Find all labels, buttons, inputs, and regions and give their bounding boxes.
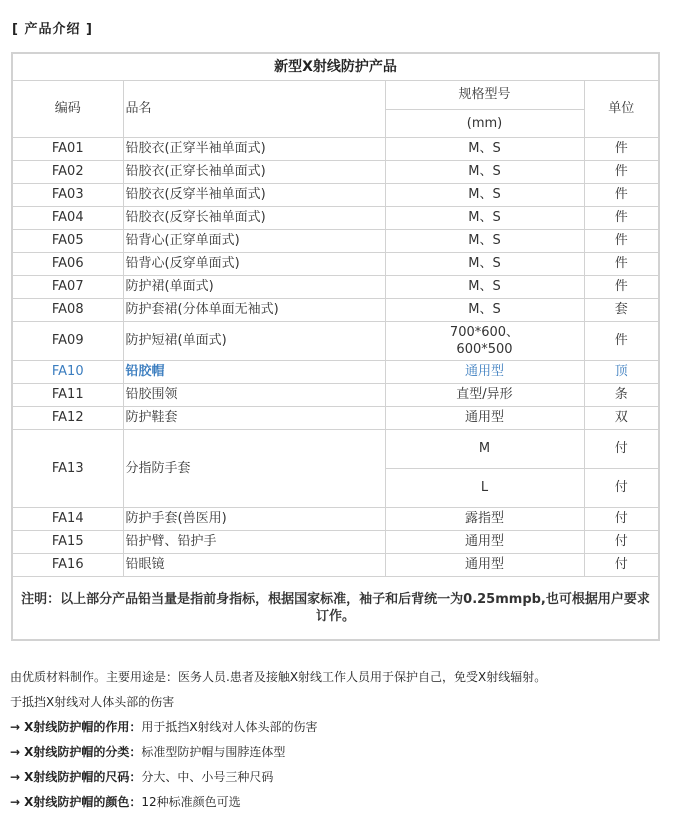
row-spec: 露指型 <box>385 508 584 531</box>
section-title: [ 产品介绍 ] <box>12 22 93 37</box>
row-unit: 顶 <box>584 361 659 384</box>
row-code: FA16 <box>12 554 123 577</box>
table-row <box>12 407 659 430</box>
bullet-label: X射线防护帽的尺码： <box>24 770 142 784</box>
header-spec: 规格型号 <box>385 81 584 110</box>
row-unit: 件 <box>584 161 659 184</box>
row-spec: 通用型 <box>385 554 584 577</box>
row-name: 铅眼镜 <box>123 554 385 577</box>
table-row <box>12 138 659 161</box>
row-code: FA01 <box>12 138 123 161</box>
bullet-label: X射线防护帽的颜色： <box>24 795 142 809</box>
row-spec: M、S <box>385 299 584 322</box>
row-unit: 付 <box>584 508 659 531</box>
row-name: 铅护臂、铅护手 <box>123 531 385 554</box>
row-spec: M、S <box>385 207 584 230</box>
table-row <box>12 299 659 322</box>
row-code: FA10 <box>12 361 123 384</box>
header-unit: 单位 <box>584 81 659 138</box>
row-code: FA14 <box>12 508 123 531</box>
bullet-item <box>10 793 241 810</box>
table-title: 新型X射线防护产品 <box>12 53 659 81</box>
row-unit: 付 <box>584 430 659 469</box>
row-unit: 付 <box>584 554 659 577</box>
row-spec: M、S <box>385 184 584 207</box>
bullet-item <box>10 768 273 785</box>
row-name: 铅胶围领 <box>123 384 385 407</box>
header-name: 品名 <box>123 81 385 138</box>
row-spec: 直型/异形 <box>385 384 584 407</box>
row-code: FA04 <box>12 207 123 230</box>
table-row <box>12 531 659 554</box>
row-spec-line1: 700*600、 <box>449 325 520 340</box>
row-code: FA12 <box>12 407 123 430</box>
row-code: FA13 <box>12 430 123 508</box>
table-row-highlight <box>12 361 659 384</box>
bullet-text: 用于抵挡X射线对人体头部的伤害 <box>141 720 318 734</box>
table-row <box>12 230 659 253</box>
arrow-right-icon: → <box>10 795 21 809</box>
row-spec: M、S <box>385 161 584 184</box>
table-row <box>12 430 659 469</box>
row-name: 分指防手套 <box>123 430 385 508</box>
row-name: 铅胶衣(反穿半袖单面式) <box>123 184 385 207</box>
table-note: 注明：以上部分产品铅当量是指前身指标，根据国家标准，袖子和后背统一为0.25mmpb,也可根据用户要求订作。 <box>12 577 659 641</box>
row-unit: 套 <box>584 299 659 322</box>
row-spec: L <box>385 469 584 508</box>
row-spec: M、S <box>385 253 584 276</box>
table-row <box>12 161 659 184</box>
row-unit: 件 <box>584 184 659 207</box>
row-name: 铅背心(反穿单面式) <box>123 253 385 276</box>
row-code: FA08 <box>12 299 123 322</box>
row-unit: 条 <box>584 384 659 407</box>
description-line-1: 由优质材料制作。主要用途是：医务人员.患者及接触X射线工作人员用于保护自己，免受X射线辐射。 <box>10 670 547 684</box>
row-code: FA05 <box>12 230 123 253</box>
row-unit: 付 <box>584 469 659 508</box>
description-line-2: 于抵挡X射线对人体头部的伤害 <box>10 695 175 709</box>
row-spec: 通用型 <box>385 531 584 554</box>
row-code: FA03 <box>12 184 123 207</box>
table-row <box>12 384 659 407</box>
bullet-text: 标准型防护帽与围脖连体型 <box>141 745 286 759</box>
row-spec: 通用型 <box>385 361 584 384</box>
product-table <box>11 52 660 641</box>
row-unit: 件 <box>584 207 659 230</box>
row-name: 防护鞋套 <box>123 407 385 430</box>
arrow-right-icon: → <box>10 770 21 784</box>
row-unit: 件 <box>584 322 659 361</box>
row-code: FA11 <box>12 384 123 407</box>
header-code: 编码 <box>12 81 123 138</box>
row-name: 防护短裙(单面式) <box>123 322 385 361</box>
row-unit: 件 <box>584 253 659 276</box>
table-row <box>12 554 659 577</box>
row-code: FA07 <box>12 276 123 299</box>
table-row <box>12 207 659 230</box>
row-unit: 付 <box>584 531 659 554</box>
row-spec: M、S <box>385 276 584 299</box>
row-name: 铅胶衣(反穿长袖单面式) <box>123 207 385 230</box>
row-spec: 通用型 <box>385 407 584 430</box>
row-spec: M <box>385 430 584 469</box>
row-name: 铅胶衣(正穿半袖单面式) <box>123 138 385 161</box>
table-row <box>12 322 659 361</box>
row-name: 铅背心(正穿单面式) <box>123 230 385 253</box>
row-unit: 件 <box>584 276 659 299</box>
row-name: 防护手套(兽医用) <box>123 508 385 531</box>
row-name-link[interactable]: 铅胶帽 <box>123 361 385 384</box>
row-unit: 件 <box>584 138 659 161</box>
row-code: FA06 <box>12 253 123 276</box>
table-row <box>12 253 659 276</box>
row-unit: 件 <box>584 230 659 253</box>
table-row <box>12 184 659 207</box>
row-name: 铅胶衣(正穿长袖单面式) <box>123 161 385 184</box>
header-row <box>12 81 659 110</box>
row-spec: M、S <box>385 138 584 161</box>
row-spec <box>385 322 584 361</box>
arrow-right-icon: → <box>10 745 21 759</box>
table-row <box>12 508 659 531</box>
bullet-label: X射线防护帽的分类： <box>24 745 142 759</box>
arrow-right-icon: → <box>10 720 21 734</box>
header-spec-unit: (mm) <box>385 109 584 138</box>
row-unit: 双 <box>584 407 659 430</box>
bullet-label: X射线防护帽的作用： <box>24 720 142 734</box>
table-title-row <box>12 53 659 81</box>
bullet-item <box>10 718 318 735</box>
note-row <box>12 577 659 641</box>
table-row <box>12 276 659 299</box>
row-code: FA02 <box>12 161 123 184</box>
bullet-text: 分大、中、小号三种尺码 <box>141 770 274 784</box>
bullet-item <box>10 743 285 760</box>
row-name: 防护裙(单面式) <box>123 276 385 299</box>
bullet-text: 12种标准颜色可选 <box>141 795 241 809</box>
row-code: FA15 <box>12 531 123 554</box>
row-spec-line2: 600*500 <box>456 342 513 357</box>
row-spec: M、S <box>385 230 584 253</box>
row-name: 防护套裙(分体单面无袖式) <box>123 299 385 322</box>
row-code: FA09 <box>12 322 123 361</box>
